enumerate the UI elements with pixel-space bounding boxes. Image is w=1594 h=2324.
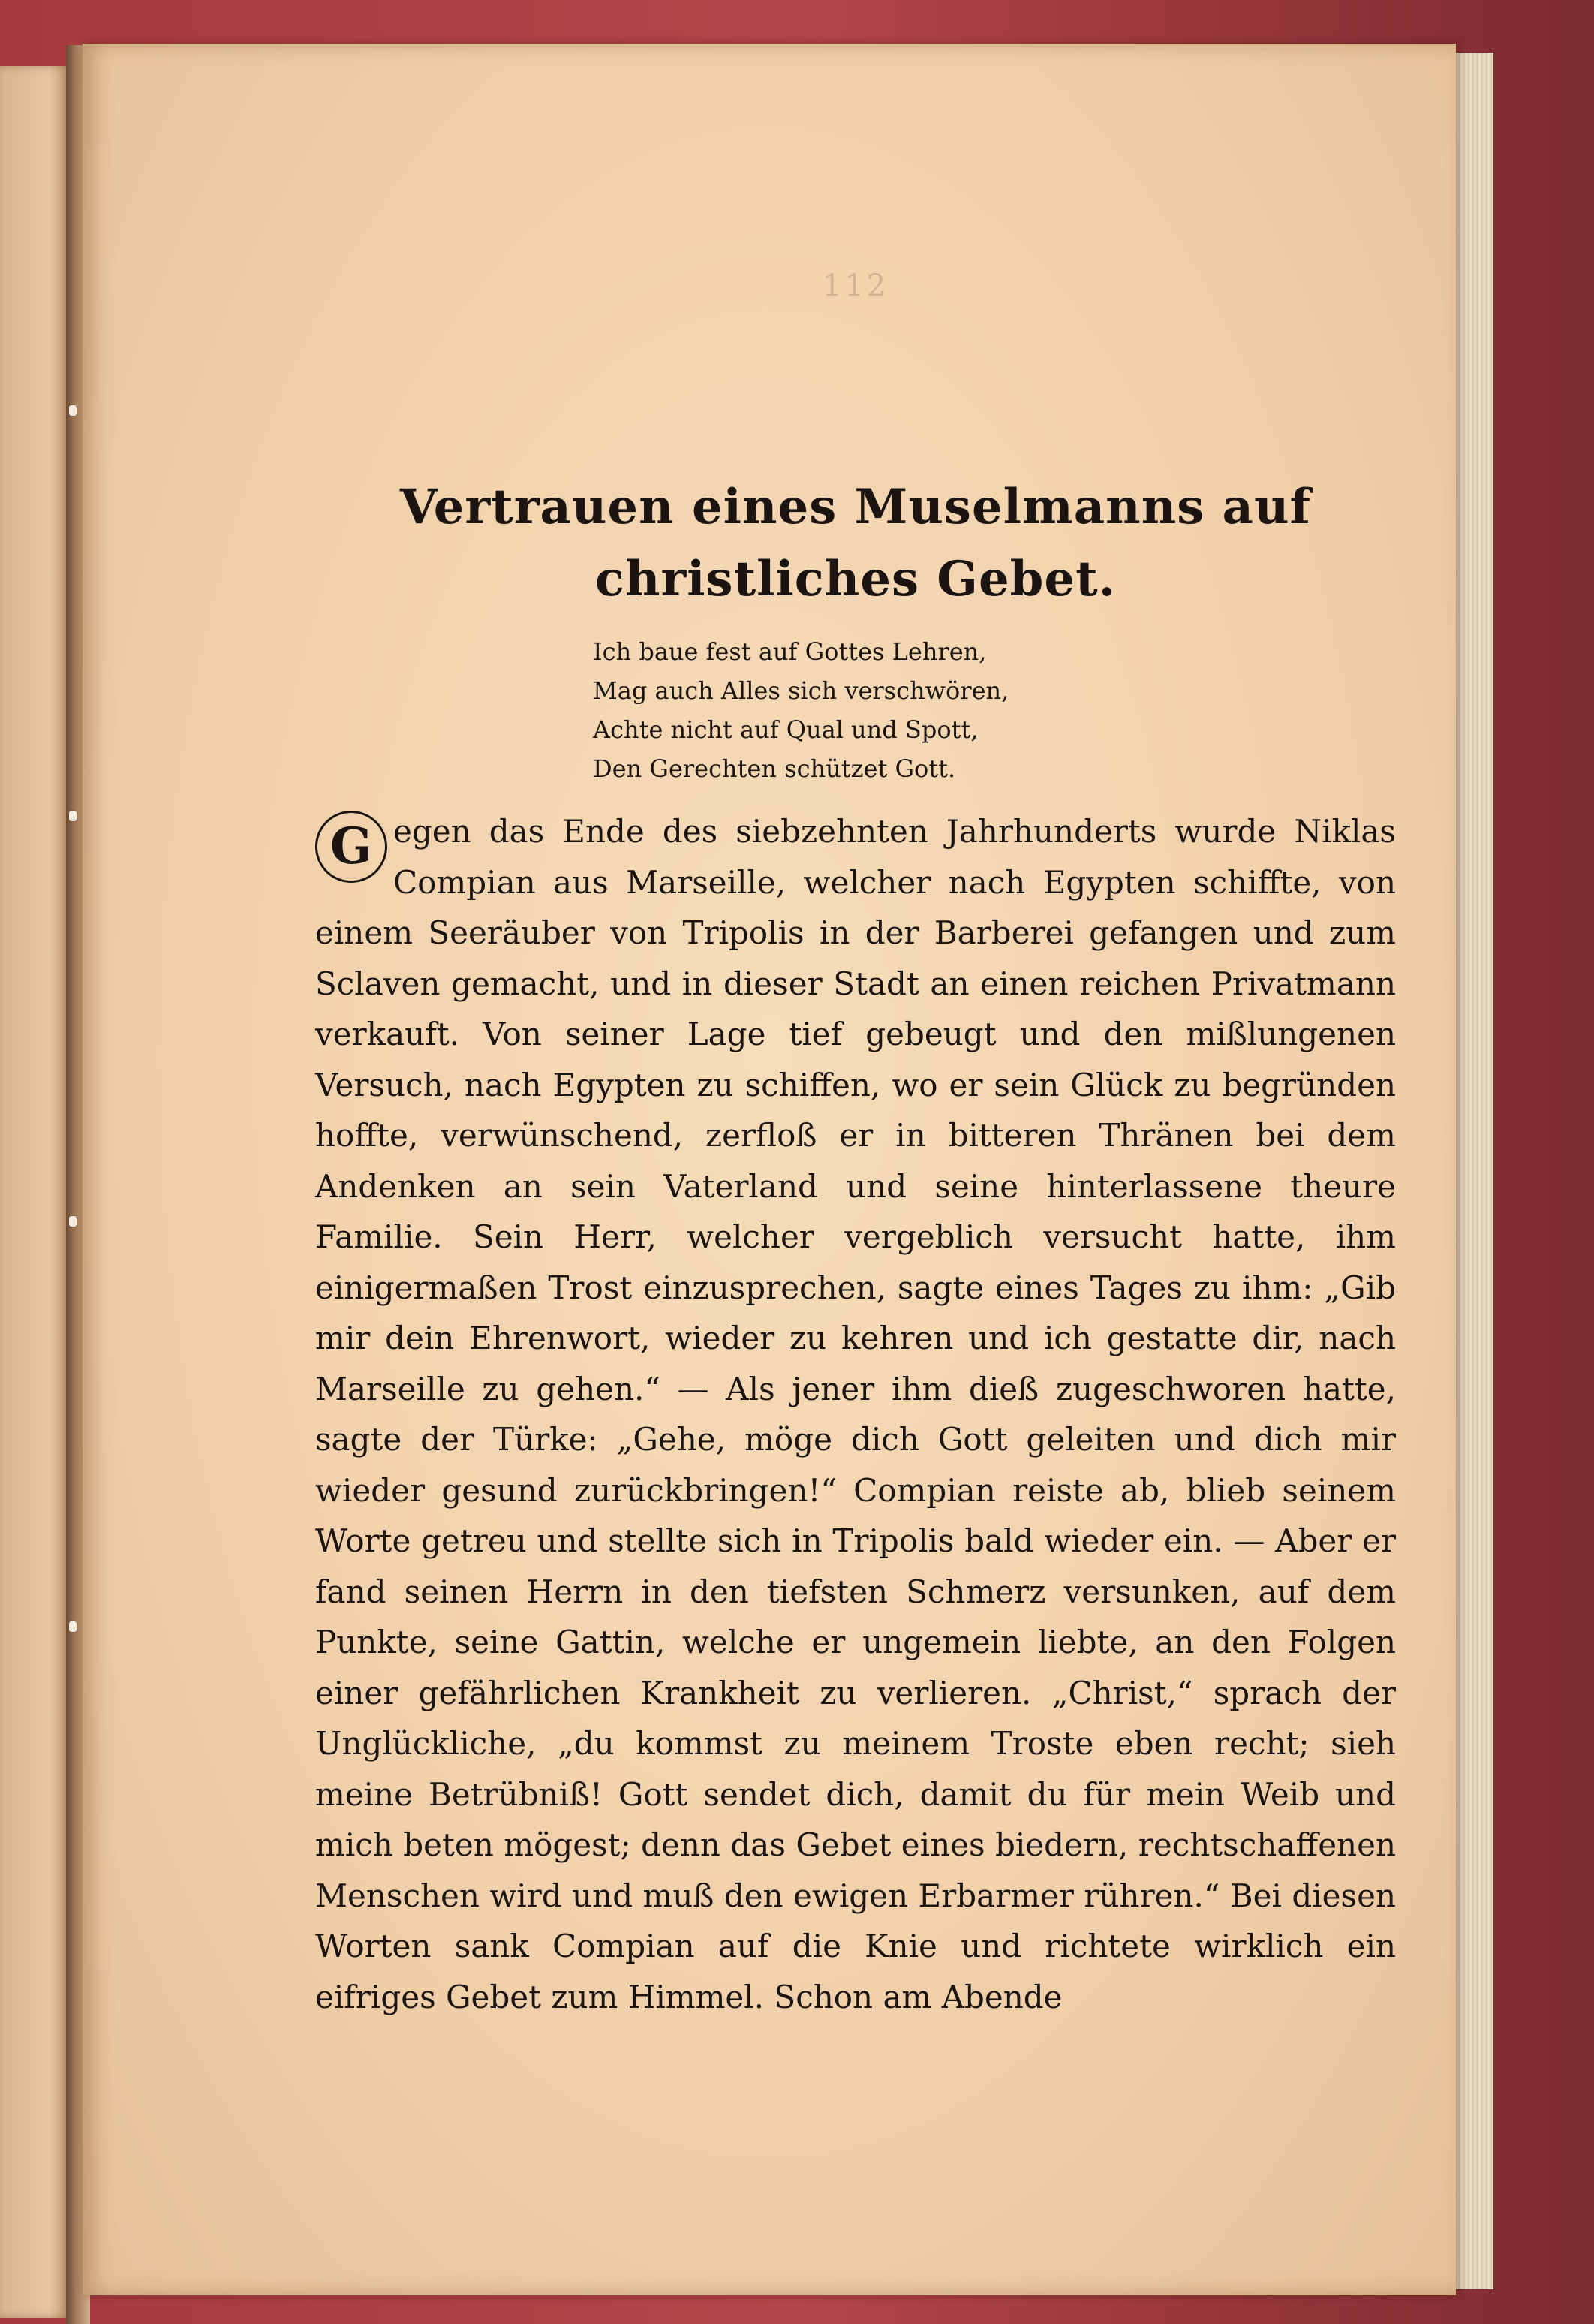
epigraph [593,632,1073,788]
book-page [83,44,1456,2295]
epigraph-line: Den Gerechten schützet Gott. [593,754,956,783]
chapter-title: Vertrauen eines Muselmanns auf christliches Gebet. [399,479,1312,607]
binding-stitch [69,405,77,416]
body-paragraph [315,806,1396,2022]
binding-stitch [69,1621,77,1632]
body-text: egen das Ende des siebzehnten Jahrhunderts wurde Niklas Compian aus Marseille, welcher nach Egypten schiffte, von einem Seeräuber von Tripolis in der Barberei gefangen und zum Sclaven gemacht, und in dieser Stadt an einen reichen Privatmann verkauft. Von seiner Lage tief gebeugt und den mißlungenen Versuch, nach Egypten zu schiffen, wo er sein Glück zu begründen hoffte, verwünschend, zerfloß er in bitteren Thränen bei dem Andenken an sein Vaterland und seine hinterlassene theure Familie. Sein Herr, welcher vergeblich versucht hatte, ihm einigermaßen Trost einzusprechen, sagte eines Tages zu ihm: „Gib mir dein Ehrenwort, wieder zu kehren und ich gestatte dir, nach Marseille zu gehen.“ — Als jener ihm dieß zugeschworen hatte, sagte der Türke: „Gehe, möge dich Gott geleiten und dich mir wieder gesund zurückbringen!“ Compian reiste ab, blieb seinem Worte getreu und stellte sich in Tripolis bald wieder ein. — Aber er fand seinen Herrn in den tiefsten Schmerz versunken, auf dem Punkte, seine Gattin, welche er ungemein liebte, an den Folgen einer gefährlichen Krankheit zu verlieren. „Christ,“ sprach der Unglückliche, „du kommst zu meinem Troste eben recht; sieh meine Betrübniß! Gott sendet dich, damit du für mein Weib und mich beten mögest; denn das Gebet eines biedern, rechtschaffenen Menschen wird und muß den ewigen Erbarmer rühren.“ Bei diesen Worten sank Compian auf die Knie und richtete wirklich ein eifriges Gebet zum Himmel. Schon am Abende [315,813,1396,2015]
epigraph-line: Ich baue fest auf Gottes Lehren, [593,637,987,666]
decorative-initial: G [315,811,387,883]
left-page-edge [0,66,69,2318]
epigraph-line: Mag auch Alles sich verschwören, [593,676,1009,705]
page-number: 112 [822,269,889,303]
epigraph-line: Achte nicht auf Qual und Spott, [593,715,979,744]
binding-stitch [69,1216,77,1227]
binding-stitch [69,811,77,821]
page-content [315,186,1396,2022]
